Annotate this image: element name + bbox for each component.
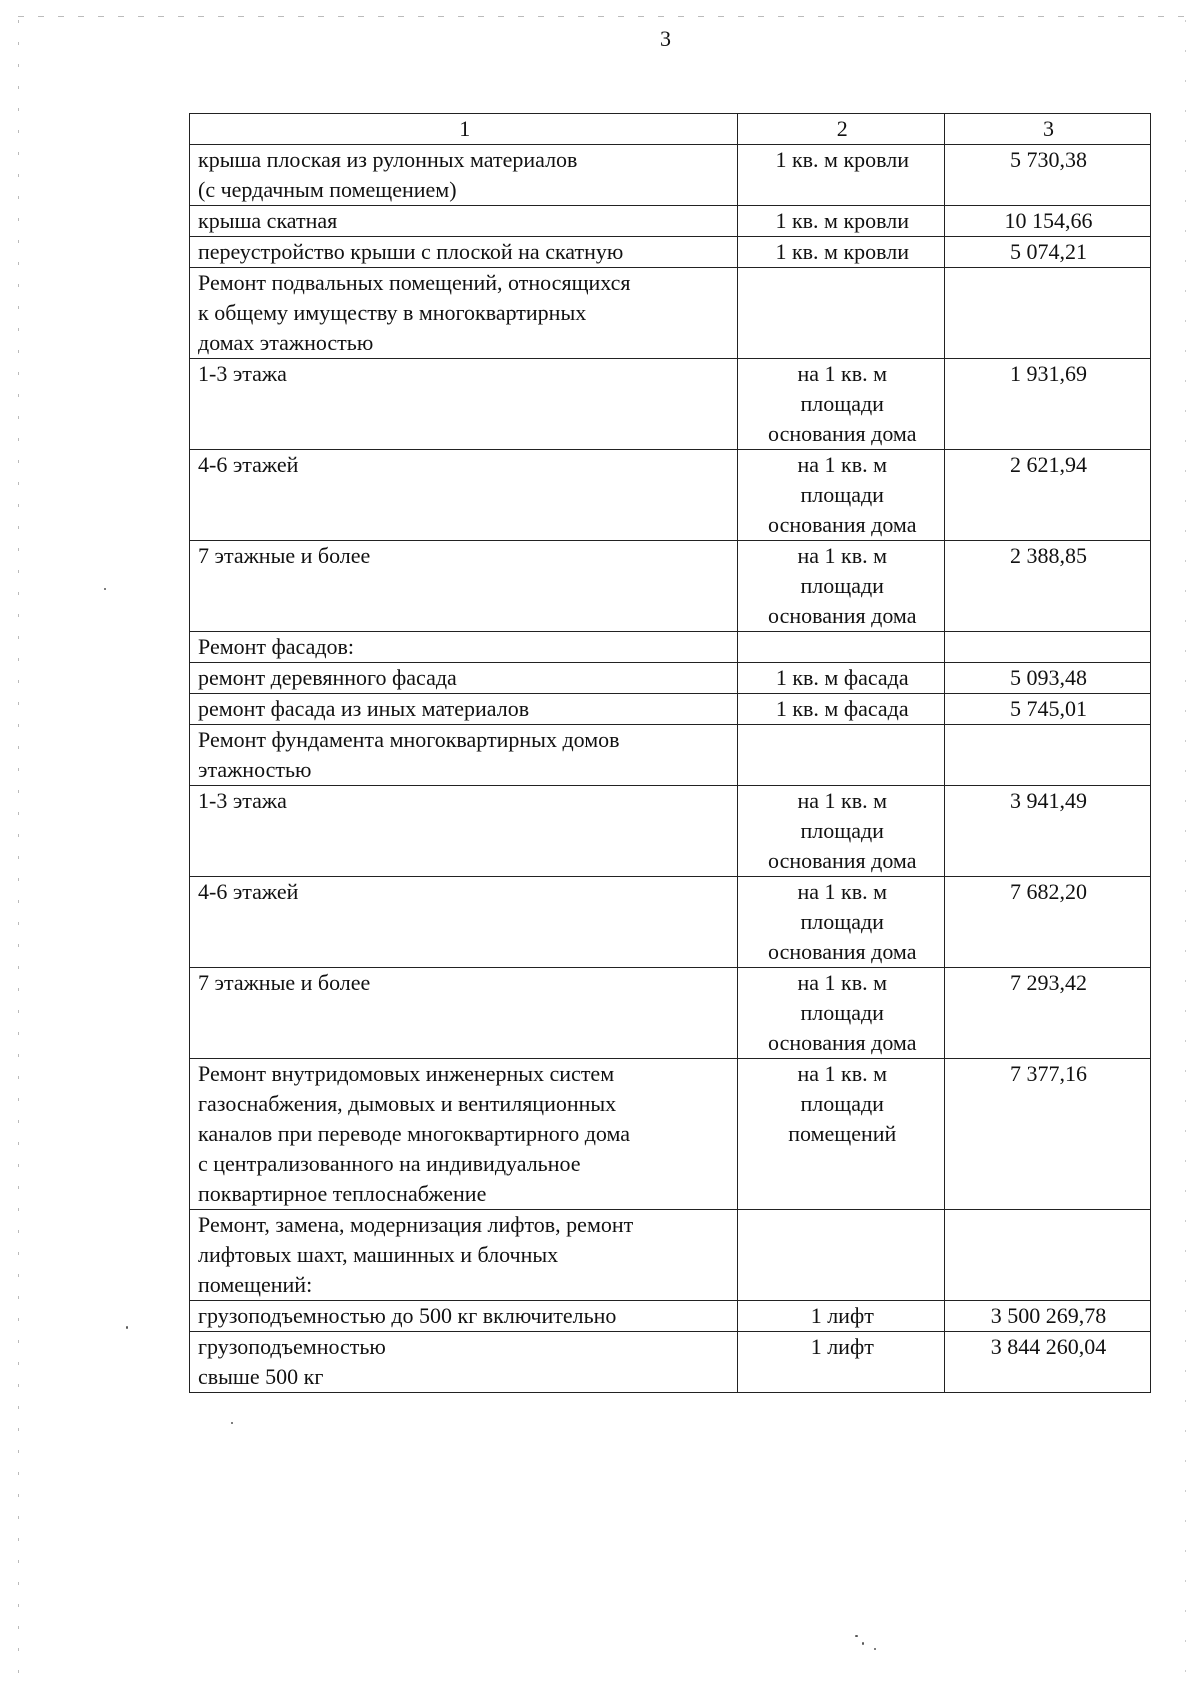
row-value: 3 844 260,04 [945,1332,1151,1393]
row-value: 7 682,20 [945,877,1151,968]
row-unit: на 1 кв. м площади основания дома [738,968,945,1059]
row-unit: 1 кв. м кровли [738,237,945,268]
row-name: крыша скатная [190,206,738,237]
row-unit [738,632,945,663]
table-row [190,694,1151,725]
row-unit: 1 лифт [738,1332,945,1393]
row-name: переустройство крыши с плоской на скатную [190,237,738,268]
row-unit: на 1 кв. м площади основания дома [738,877,945,968]
table-row [190,1059,1151,1210]
table-row [190,145,1151,206]
row-name: 4-6 этажей [190,450,738,541]
row-value: 5 730,38 [945,145,1151,206]
table-row [190,663,1151,694]
header-col-3: 3 [945,114,1151,145]
table-row [190,1332,1151,1393]
row-name: Ремонт фундамента многоквартирных домов этажностью [190,725,738,786]
row-value: 10 154,66 [945,206,1151,237]
row-name: грузоподъемностью свыше 500 кг [190,1332,738,1393]
row-value: 7 377,16 [945,1059,1151,1210]
scan-speck [862,1642,864,1645]
row-unit: на 1 кв. м площади основания дома [738,541,945,632]
row-name: грузоподъемностью до 500 кг включительно [190,1301,738,1332]
table-row [190,541,1151,632]
row-name: ремонт деревянного фасада [190,663,738,694]
row-value [945,725,1151,786]
scan-speck [104,588,106,590]
row-unit: 1 кв. м кровли [738,145,945,206]
table-row [190,450,1151,541]
table-row [190,237,1151,268]
table-row [190,786,1151,877]
row-unit: 1 лифт [738,1301,945,1332]
row-unit: 1 кв. м кровли [738,206,945,237]
table-row [190,206,1151,237]
row-name: Ремонт подвальных помещений, относящихся к общему имуществу в многоквартирных домах этажностью [190,268,738,359]
scan-speck [874,1648,876,1650]
row-value: 7 293,42 [945,968,1151,1059]
row-unit: на 1 кв. м площади основания дома [738,450,945,541]
row-value: 3 500 269,78 [945,1301,1151,1332]
scan-speck [126,1326,128,1329]
row-name: крыша плоская из рулонных материалов (с чердачным помещением) [190,145,738,206]
scan-speck [855,1635,858,1637]
row-name: 1-3 этажа [190,786,738,877]
row-name: Ремонт, замена, модернизация лифтов, ремонт лифтовых шахт, машинных и блочных помещений: [190,1210,738,1301]
row-unit: 1 кв. м фасада [738,663,945,694]
row-unit: на 1 кв. м площади основания дома [738,786,945,877]
scan-edge-top [18,16,1188,17]
table-row [190,632,1151,663]
row-unit [738,268,945,359]
row-name: Ремонт фасадов: [190,632,738,663]
tariff-table [189,113,1151,1393]
row-value: 5 745,01 [945,694,1151,725]
table-row [190,268,1151,359]
row-unit [738,725,945,786]
row-name: 7 этажные и более [190,968,738,1059]
row-value: 3 941,49 [945,786,1151,877]
row-unit: 1 кв. м фасада [738,694,945,725]
row-value: 2 388,85 [945,541,1151,632]
row-unit [738,1210,945,1301]
row-unit: на 1 кв. м площади помещений [738,1059,945,1210]
row-value: 5 093,48 [945,663,1151,694]
scan-speck [231,1422,233,1424]
row-unit: на 1 кв. м площади основания дома [738,359,945,450]
scan-edge-right [1185,20,1186,1680]
page-number: 3 [660,26,671,51]
table-row [190,359,1151,450]
scan-edge-left [18,20,19,1680]
row-name: 7 этажные и более [190,541,738,632]
table-row [190,1301,1151,1332]
table-row [190,725,1151,786]
row-name: ремонт фасада из иных материалов [190,694,738,725]
table-row [190,1210,1151,1301]
row-value: 5 074,21 [945,237,1151,268]
row-value [945,1210,1151,1301]
table-header-row [190,114,1151,145]
table-row [190,877,1151,968]
row-value: 2 621,94 [945,450,1151,541]
row-name: 1-3 этажа [190,359,738,450]
row-value [945,268,1151,359]
header-col-1: 1 [190,114,738,145]
row-value [945,632,1151,663]
header-col-2: 2 [738,114,945,145]
table-row [190,968,1151,1059]
row-name: 4-6 этажей [190,877,738,968]
row-name: Ремонт внутридомовых инженерных систем газоснабжения, дымовых и вентиляционных каналов при переводе многоквартирного дома с централизованного на индивидуальное поквартирное теплоснабжение [190,1059,738,1210]
row-value: 1 931,69 [945,359,1151,450]
